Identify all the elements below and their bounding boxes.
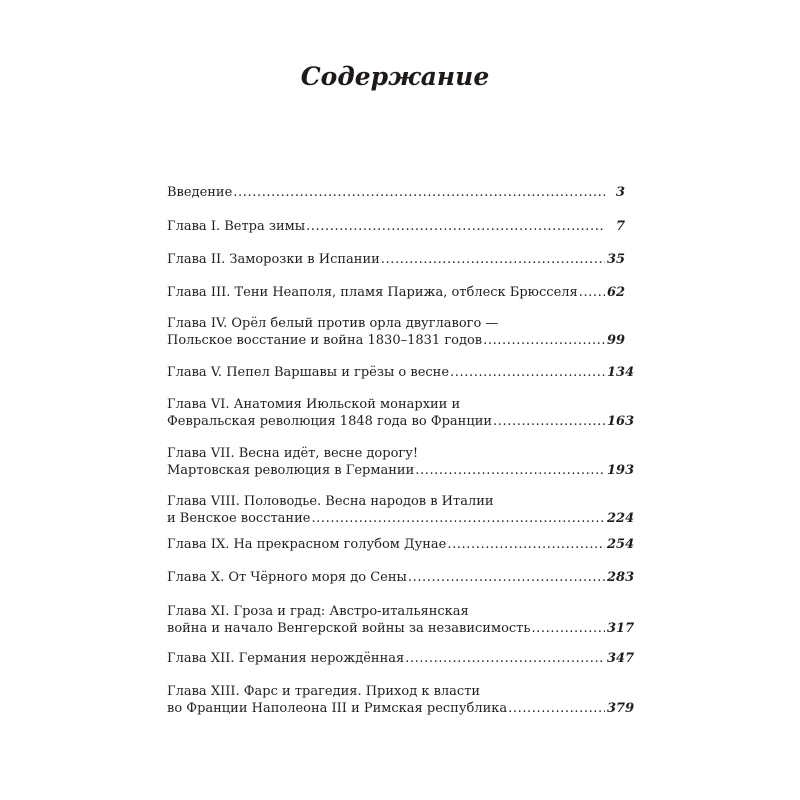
- dot-leader: [579, 284, 605, 301]
- toc-entry-title-line: Февральская революция 1848 года во Франции: [167, 414, 493, 429]
- dot-leader: [531, 620, 605, 637]
- toc-entry[interactable]: [167, 603, 635, 637]
- toc-page-number: 347: [607, 651, 635, 666]
- toc-entry[interactable]: [167, 284, 625, 301]
- dot-leader: [415, 462, 605, 479]
- toc-entry[interactable]: [167, 184, 625, 201]
- toc-entry-title-line: Глава VII. Весна идёт, весне дорогу!: [167, 446, 419, 461]
- toc-entry[interactable]: [167, 445, 635, 479]
- toc-page-number: 317: [607, 621, 635, 636]
- toc-entry-title-line: Глава V. Пепел Варшавы и грёзы о весне: [167, 365, 450, 380]
- toc-entry[interactable]: [167, 493, 635, 527]
- toc-entry[interactable]: [167, 536, 635, 553]
- toc-entry[interactable]: [167, 315, 625, 349]
- toc-entry-title-line: Глава XII. Германия нерождённая: [167, 651, 405, 666]
- dot-leader: [306, 218, 605, 235]
- toc-entry[interactable]: [167, 650, 635, 667]
- toc-page-number: 379: [607, 701, 635, 716]
- dot-leader: [450, 364, 605, 381]
- toc-page-number: 193: [607, 463, 635, 478]
- toc-entry-title-line: Глава III. Тени Неаполя, пламя Парижа, отблеск Брюсселя: [167, 285, 578, 300]
- toc-entry-title-line: Глава XIII. Фарс и трагедия. Приход к власти: [167, 684, 481, 699]
- dot-leader: [405, 650, 605, 667]
- toc-entry-title-line: Глава XI. Гроза и град: Австро-итальянская: [167, 604, 469, 619]
- toc-entry[interactable]: [167, 569, 635, 586]
- toc-page-number: 3: [615, 185, 625, 200]
- toc-entry-title-line: Глава I. Ветра зимы: [167, 219, 306, 234]
- dot-leader: [381, 251, 605, 268]
- toc-entry-title-line: Мартовская революция в Германии: [167, 463, 415, 478]
- toc-page-number: 254: [607, 537, 635, 552]
- toc-entry-title-line: Глава VI. Анатомия Июльской монархии и: [167, 397, 461, 412]
- toc-entry-title-line: во Франции Наполеона III и Римская республика: [167, 701, 508, 716]
- toc-page-number: 99: [607, 333, 626, 348]
- toc-page-number: 134: [607, 365, 635, 380]
- toc-entry-title-line: Глава VIII. Половодье. Весна народов в Италии: [167, 494, 494, 509]
- dot-leader: [508, 700, 605, 717]
- toc-entry[interactable]: [167, 364, 635, 381]
- toc-page-number: 163: [607, 414, 635, 429]
- toc-page-number: 224: [607, 511, 635, 526]
- toc-entry-title-line: Глава IX. На прекрасном голубом Дунае: [167, 537, 447, 552]
- dot-leader: [311, 510, 605, 527]
- toc-entry[interactable]: [167, 396, 635, 430]
- toc-entry-title-line: и Венское восстание: [167, 511, 311, 526]
- dot-leader: [408, 569, 605, 586]
- dot-leader: [493, 413, 605, 430]
- toc-page-number: 62: [607, 285, 626, 300]
- toc-entry[interactable]: [167, 218, 625, 235]
- dot-leader: [483, 332, 605, 349]
- toc-entry-title-line: Введение: [167, 185, 233, 200]
- toc-entry-title-line: Глава X. От Чёрного моря до Сены: [167, 570, 407, 585]
- toc-page-number: 35: [607, 252, 626, 267]
- dot-leader: [447, 536, 605, 553]
- toc-entry-title-line: Глава IV. Орёл белый против орла двуглавого —: [167, 316, 499, 331]
- toc-entry[interactable]: [167, 683, 635, 717]
- toc-entry[interactable]: [167, 251, 625, 268]
- toc-entry-title-line: Польское восстание и война 1830–1831 годов: [167, 333, 483, 348]
- toc-page-number: 283: [607, 570, 635, 585]
- dot-leader: [233, 184, 605, 201]
- page-title: Содержание: [300, 62, 490, 91]
- toc-entry-title-line: война и начало Венгерской войны за независимость: [167, 621, 531, 636]
- toc-entry-title-line: Глава II. Заморозки в Испании: [167, 252, 380, 267]
- toc-page-number: 7: [615, 219, 625, 234]
